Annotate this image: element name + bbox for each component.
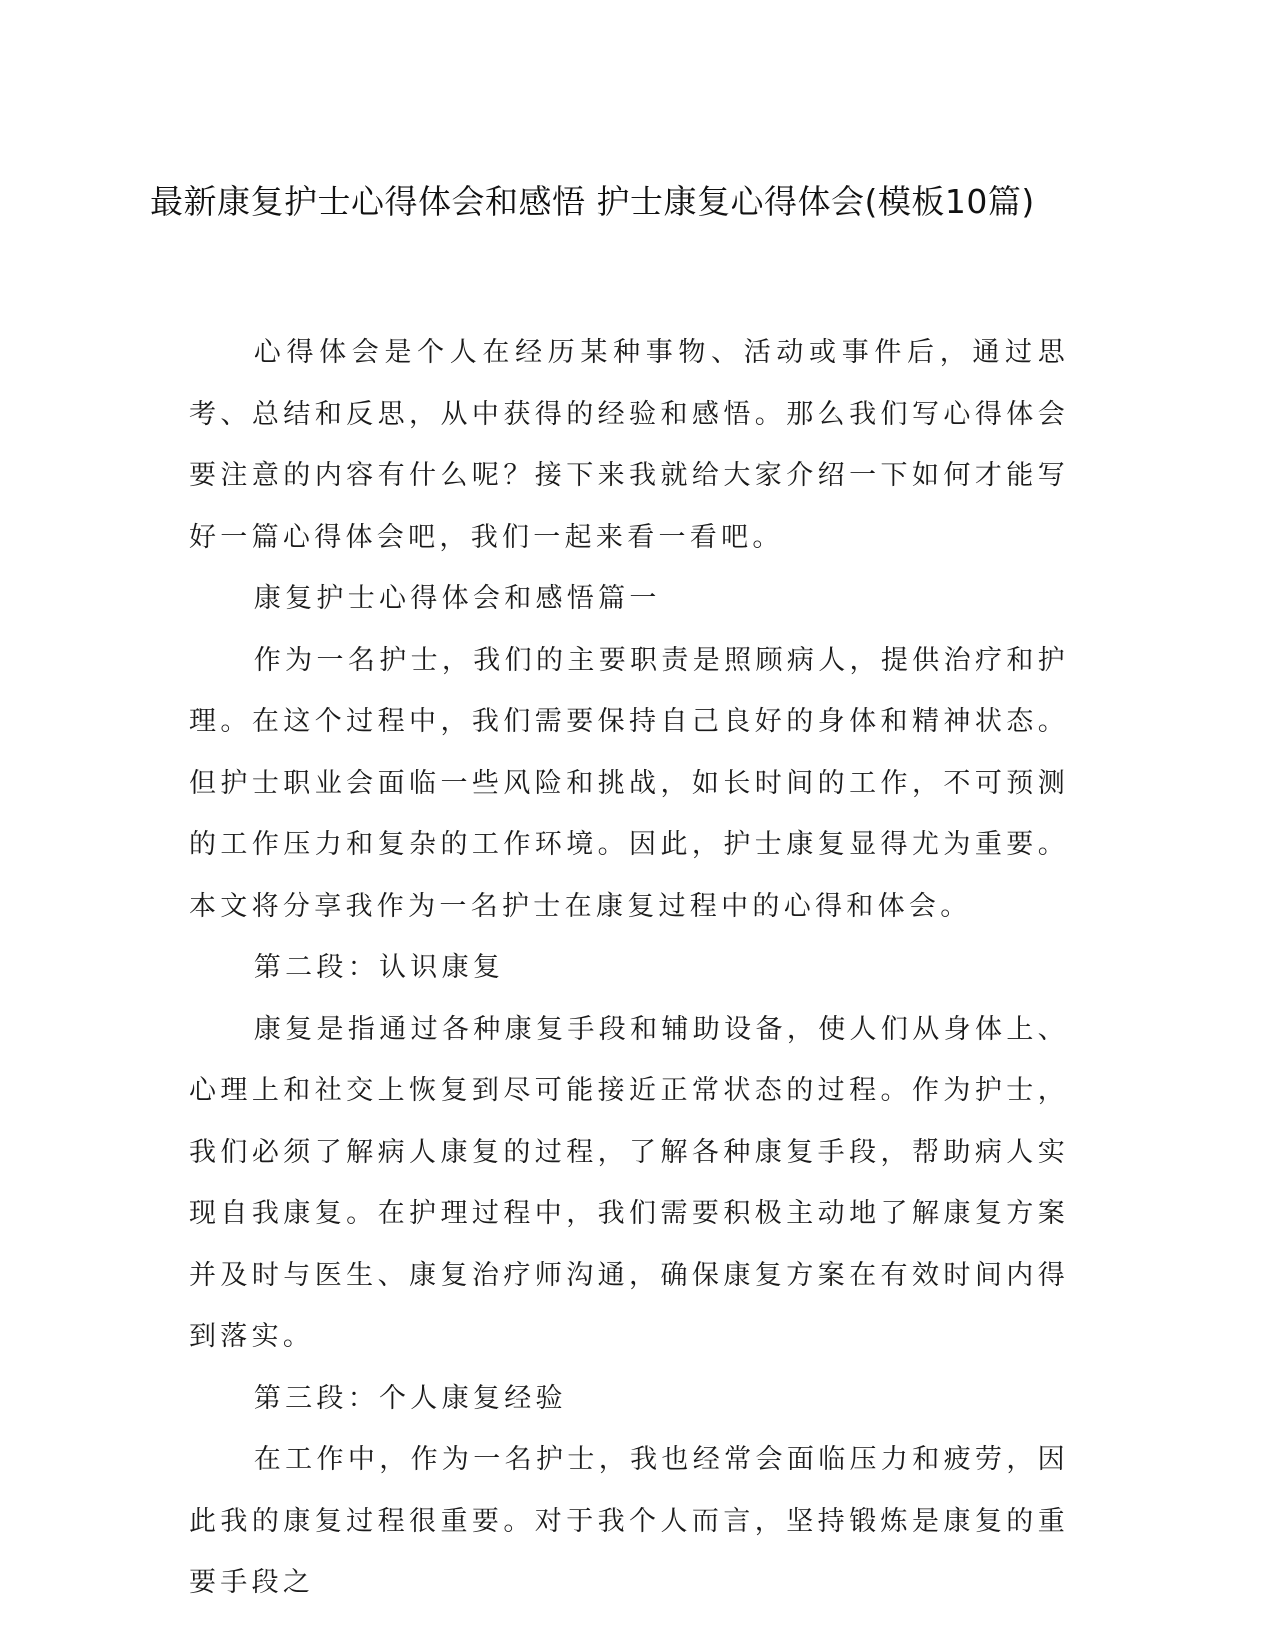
document-body [189,322,1069,1614]
body-paragraph: 康复是指通过各种康复手段和辅助设备，使人们从身体上、心理上和社交上恢复到尽可能接近正常状态的过程。作为护士，我们必须了解病人康复的过程，了解各种康复手段，帮助病人实现自我康复。在护理过程中，我们需要积极主动地了解康复方案并及时与医生、康复治疗师沟通，确保康复方案在有效时间内得到落实。 [189,1013,1069,1352]
body-paragraph: 作为一名护士，我们的主要职责是照顾病人，提供治疗和护理。在这个过程中，我们需要保持自己良好的身体和精神状态。但护士职业会面临一些风险和挑战，如长时间的工作，不可预测的工作压力和复杂的工作环境。因此，护士康复显得尤为重要。本文将分享我作为一名护士在康复过程中的心得和体会。 [189,644,1069,922]
section-heading-part-one: 康复护士心得体会和感悟篇一 [253,583,661,614]
section-heading-third: 第三段：个人康复经验 [253,1382,567,1414]
intro-paragraph: 心得体会是个人在经历某种事物、活动或事件后，通过思考、总结和反思，从中获得的经验和感悟。那么我们写心得体会要注意的内容有什么呢？接下来我就给大家介绍一下如何才能写好一篇心得体会吧，我们一起来看一看吧。 [189,337,1069,553]
section-heading-second: 第二段：认识康复 [253,952,505,983]
document-title: 最新康复护士心得体会和感悟 护士康复心得体会(模板10篇) [150,182,1035,221]
body-paragraph: 在工作中，作为一名护士，我也经常会面临压力和疲劳，因此我的康复过程很重要。对于我个人而言，坚持锻炼是康复的重要手段之 [189,1444,1069,1598]
